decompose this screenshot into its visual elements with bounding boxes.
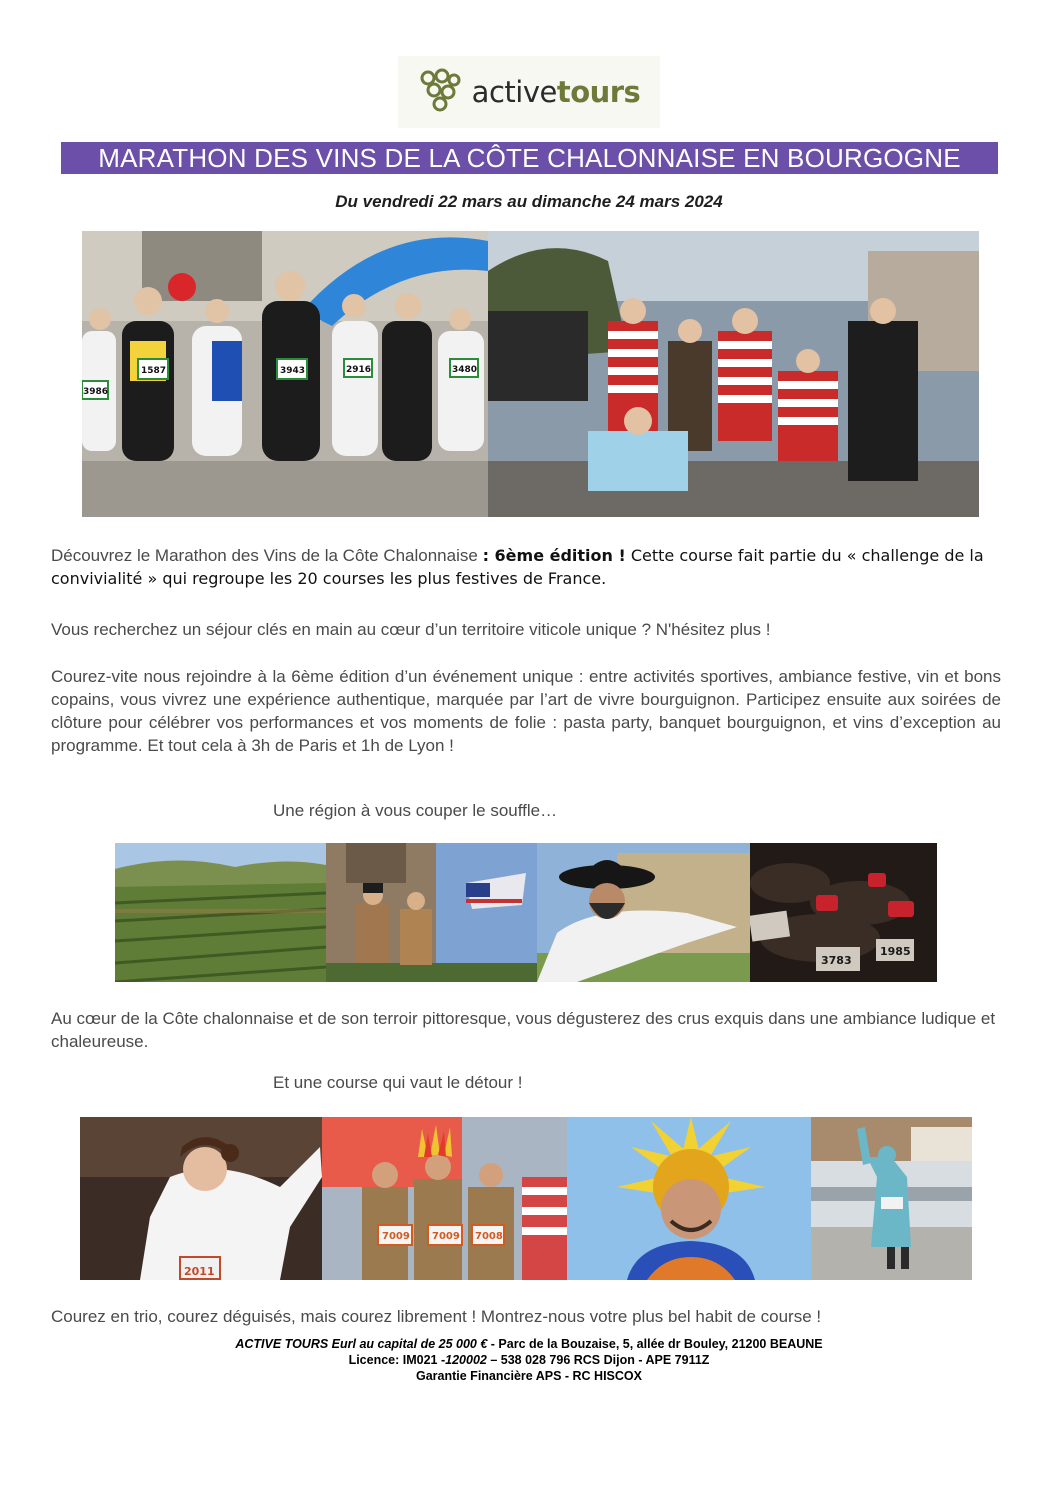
bib-5: 3480 bbox=[452, 365, 478, 375]
bib-7: 7009 bbox=[382, 1231, 410, 1242]
photo-costumed-group bbox=[488, 231, 979, 517]
bib-9: 7008 bbox=[475, 1231, 503, 1242]
intro-paragraph-1: Découvrez le Marathon des Vins de la Côte Chalonnaise : 6ème édition ! Cette course fait partie du « challenge de la convivialité » qui regroupe les 20 courses les plus festives de France. bbox=[51, 546, 984, 588]
terroir-paragraph: Au cœur de la Côte chalonnaise et de son terroir pittoresque, vous dégusterez des crus exquis dans une ambiance ludique et chaleureuse. bbox=[51, 1009, 996, 1051]
intro-paragraph-3: Courez-vite nous rejoindre à la 6ème édition d’un événement unique : entre activités sportives, ambiance festive, vin et bons copains, vous vivrez une expérience authentique, marquée par l’art de vivre bourguignon. Participez ensuite aux soirées de clôture pour célébrer vos performances et vos moments de folie : pasta party, banquet bourguignon, et vins d’exception au programme. Et tout cela à 3h de Paris et 1h de Lyon ! bbox=[51, 667, 1001, 755]
photo-vineyard bbox=[115, 843, 326, 982]
section-heading-region: Une région à vous couper le souffle… bbox=[273, 801, 558, 820]
brand-name: activetours bbox=[471, 75, 641, 109]
bottle-label-1: 3783 bbox=[821, 954, 852, 967]
section-heading-race: Et une course qui vaut le détour ! bbox=[273, 1073, 523, 1092]
event-dates: Du vendredi 22 mars au dimanche 24 mars 2024 bbox=[335, 192, 723, 211]
intro-paragraph-2: Vous recherchez un séjour clés en main au cœur d’un territoire viticole unique ? N'hésitez plus ! bbox=[51, 620, 771, 639]
bottle-label-2: 1985 bbox=[880, 945, 911, 958]
footer-licence: Licence: IM021 -120002 – 538 028 796 RCS Dijon - APE 7911Z bbox=[348, 1353, 710, 1367]
footer-guarantee: Garantie Financière APS - RC HISCOX bbox=[416, 1369, 642, 1383]
photo-dancing-runner bbox=[80, 1117, 322, 1280]
grape-cluster-icon bbox=[418, 66, 462, 119]
edition-highlight: : 6ème édition ! Cette course fait partie du « challenge de la convivialité » qui regroupe les 20 courses les plus festives de France. bbox=[51, 546, 984, 588]
bib-3: 3986 bbox=[83, 387, 109, 397]
costume-paragraph: Courez en trio, courez déguisés, mais courez librement ! Montrez-nous votre plus bel habit de course ! bbox=[51, 1307, 822, 1326]
photo-runners bbox=[82, 231, 488, 517]
photo-statue-of-liberty bbox=[811, 1117, 972, 1280]
photo-castle-costumes bbox=[326, 843, 537, 982]
bib-8: 7009 bbox=[432, 1231, 460, 1242]
bib-1: 1587 bbox=[141, 366, 167, 376]
photo-musketeer bbox=[537, 843, 750, 982]
bib-4: 2916 bbox=[346, 365, 372, 375]
bib-6: 2011 bbox=[184, 1265, 215, 1278]
photo-native-costumes bbox=[322, 1117, 567, 1280]
photo-sunflower-costume bbox=[567, 1117, 811, 1280]
footer-company: ACTIVE TOURS Eurl au capital de 25 000 € - Parc de la Bouzaise, 5, allée dr Bouley, 21200 BEAUNE bbox=[235, 1337, 823, 1351]
bib-2: 3943 bbox=[280, 366, 306, 376]
photo-wine-bottles bbox=[750, 843, 937, 982]
logo bbox=[398, 56, 660, 128]
page-title: MARATHON DES VINS DE LA CÔTE CHALONNAISE EN BOURGOGNE bbox=[61, 142, 998, 174]
